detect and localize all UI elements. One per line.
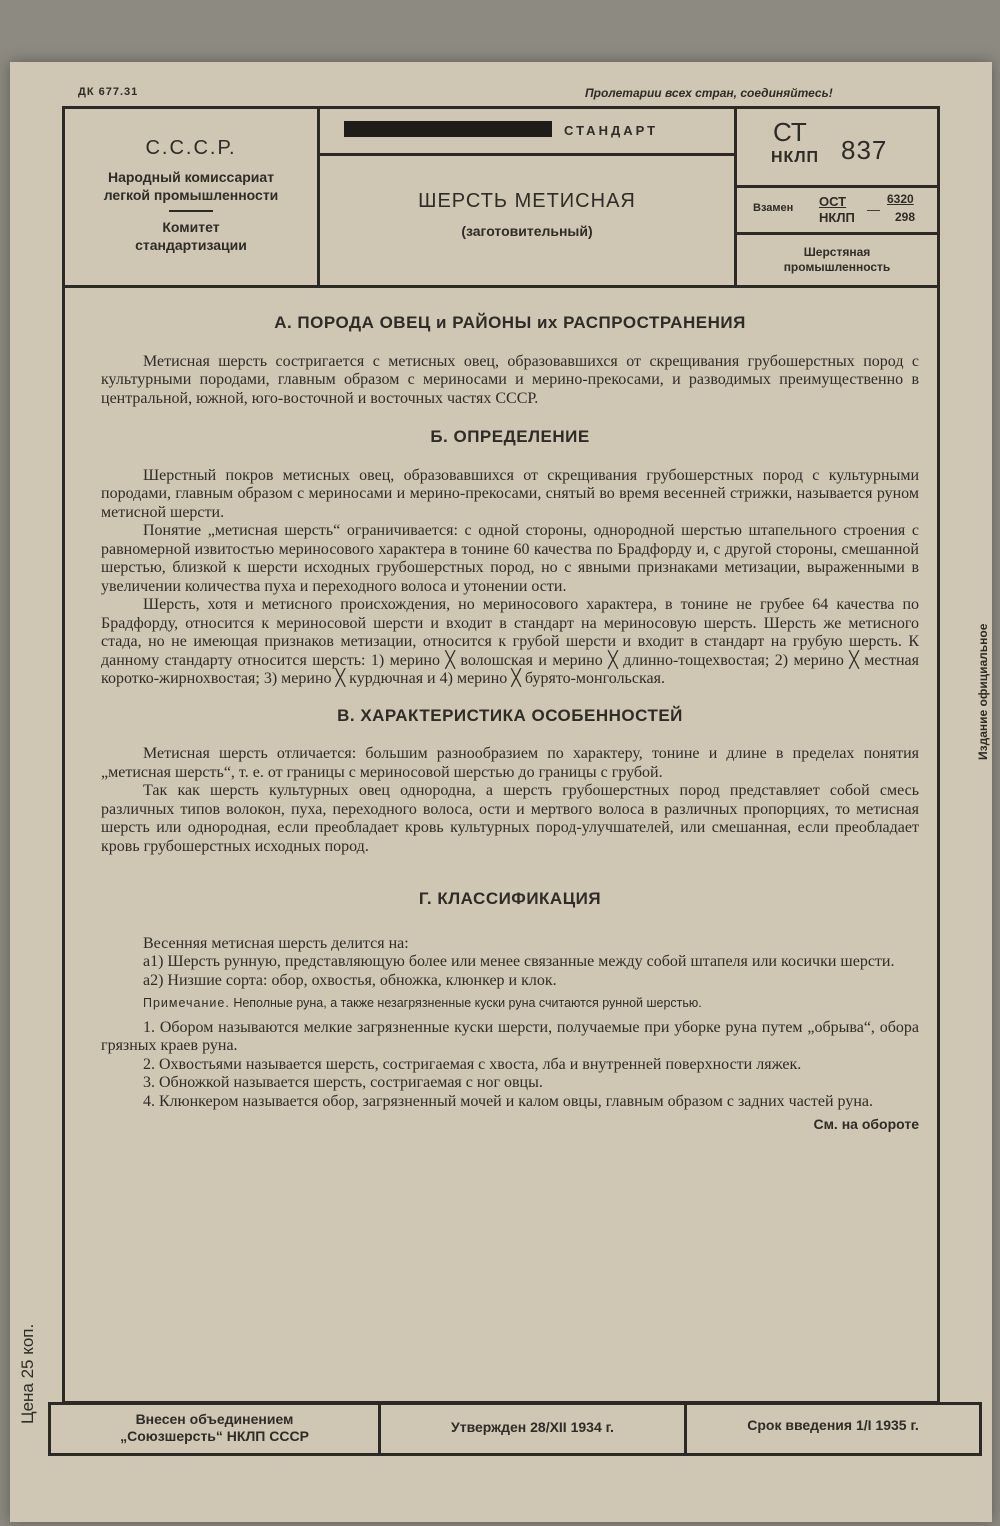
footer-approved: Утвержден 28/XII 1934 г. <box>381 1405 687 1453</box>
standard-code <box>737 109 937 188</box>
industry-line2: промышленность <box>783 260 891 274</box>
header-issuer <box>65 109 320 285</box>
redaction-bar <box>344 121 552 137</box>
section-a-title: А. ПОРОДА ОВЕЦ и РАЙОНЫ их РАСПРОСТРАНЕНИЯ <box>274 313 746 332</box>
classification-item-3: 3. Обножкой называется шерсть, состригаемая с ног овцы. <box>143 1074 543 1091</box>
footer-table <box>48 1402 982 1456</box>
divider <box>169 210 213 212</box>
document-frame <box>62 106 940 1404</box>
commissariat-line1: Народный комиссариат <box>107 169 275 185</box>
code-prefix: СТ <box>773 117 807 147</box>
committee <box>65 218 317 254</box>
code-number: 837 <box>841 135 888 165</box>
section-b-title: Б. ОПРЕДЕЛЕНИЕ <box>430 427 590 446</box>
section-v-title: В. ХАРАКТЕРИСТИКА ОСОБЕННОСТЕЙ <box>337 705 683 725</box>
document-title: ШЕРСТЬ МЕТИСНАЯ <box>418 190 636 212</box>
classification-intro: Весенняя метисная шерсть делится на: <box>143 934 409 952</box>
section-v-paragraph-2: Так как шерсть культурных овец однородна, а шерсть грубошерстных пород представляет собой смесь различных типов волокон, пуха, переходного волоса, ости и мертвого волоса в различных пропорциях, то метисная шерсть или однородная, если преобладает кровь культурных пород-улучшателей, или смешанная, если преобладает кровь грубошерстных исходных пород. <box>101 782 919 855</box>
document-body <box>101 314 919 1134</box>
standard-band <box>320 109 734 156</box>
section-b-paragraph-3: Шерсть, хотя и метисного происхождения, но мериносового характера, в тонине не грубее 64 качества по Брадфорду, относится к мериносовой шерсти и входит в стандарт на мериносовую шерсть. Шерсть же метисного стада, но не имеющая признаков метизации, относится к грубой шерсти и входит в стандарт на грубую шерсть. К данному стандарту относится шерсть: 1) мерино ╳ волошская и мерино ╳ длинно-тощехвостая; 2) мерино ╳ местная коротко-жирнохвостая; 3) мерино ╳ курдючная и 4) мерино ╳ бурято-монгольская. <box>101 596 919 687</box>
classification-code: ДК 677.31 <box>78 86 139 98</box>
replaces-num-bottom: 298 <box>895 210 916 224</box>
industry-line1: Шерстяная <box>803 245 871 259</box>
classification-a2: а2) Низшие сорта: обор, охвостья, обножка, клюнкер и клок. <box>143 971 557 989</box>
document-subtitle: (заготовительный) <box>461 223 593 239</box>
code-org: НКЛП <box>771 149 820 166</box>
committee-line1: Комитет <box>162 219 220 235</box>
submitted-line1: Внесен объединением <box>135 1411 294 1427</box>
section-a-paragraph: Метисная шерсть состригается с метисных овец, образовавшихся от скрещивания грубошерстных пород с культурными породами, главным образом с мериносами и мерино-прекосами, и разводимых преимущественно в центральной, южной, юго-восточной и восточных частях СССР. <box>101 352 919 407</box>
section-b-paragraph-1: Шерстный покров метисных овец, образовавшихся от скрещивания грубошерстных пород с культурными породами, главным образом с мериносами и мерино-прекосами, снятый во время весенней стрижки, называется руном метисной шерсти. <box>101 466 919 521</box>
header-title <box>320 109 737 285</box>
commissariat-line2: легкой промышленности <box>103 187 279 203</box>
classification-item-4: 4. Клюнкером называется обор, загрязненный мочей и калом овцы, главным образом с задних частей руна. <box>143 1092 873 1110</box>
price-label: Цена 25 коп. <box>18 1323 37 1424</box>
replaces <box>737 188 937 235</box>
standard-word: СТАНДАРТ <box>564 123 659 138</box>
classification-item-1: 1. Обором называются мелкие загрязненные куски шерсти, получаемые при уборке руна путем „обрыва“, обора грязных краев руна. <box>101 1018 919 1054</box>
section-b-paragraph-2: Понятие „метисная шерсть“ ограничивается: с одной стороны, однородной шерстью штапельного строения с равномерной извитостью мериносового характера в тонине 60 качества по Брадфорду и, с другой стороны, смешанной шерстью, близкой к шерсти исходных грубошерстных пород, но с явными признаками метизации, выраженными в увеличении количества пуха и переходного волоса и утонении ости. <box>101 522 919 595</box>
replaces-num-top: 6320 <box>887 192 914 206</box>
footer-effective: Срок введения 1/I 1935 г. <box>747 1417 919 1433</box>
official-edition-label: Издание официальное <box>976 623 990 760</box>
commissariat <box>65 168 317 204</box>
header-code <box>737 109 937 285</box>
section-g-title: Г. КЛАССИФИКАЦИЯ <box>418 889 602 908</box>
slogan: Пролетарии всех стран, соединяйтесь! <box>585 86 833 100</box>
replaces-label: Взамен <box>753 202 794 214</box>
replaces-nklp: НКЛП <box>819 210 855 225</box>
note-label: Примечание. <box>143 996 230 1010</box>
header-table <box>65 109 937 288</box>
country: С.С.С.Р. <box>145 137 237 159</box>
note-text: Неполные руна, а также незагрязненные куски руна считаются рунной шерстью. <box>233 996 702 1010</box>
section-v-paragraph-1: Метисная шерсть отличается: большим разнообразием по характеру, тонине и длине в пределах понятия „метисная шерсть“, т. е. от границы с мериносовой шерстью до границы с грубой. <box>101 745 919 781</box>
committee-line2: стандартизации <box>135 237 247 253</box>
classification-item-2: 2. Охвостьями называется шерсть, состригаемая с хвоста, лба и внутренней поверхности ляжек. <box>143 1055 802 1073</box>
submitted-line2: „Союзшерсть“ НКЛП СССР <box>120 1428 309 1444</box>
replaces-ost: ОСТ <box>819 194 847 209</box>
replaces-dash: — <box>867 202 880 217</box>
see-reverse: См. на обороте <box>813 1116 919 1132</box>
footer-submitted <box>51 1405 381 1453</box>
classification-note <box>101 994 919 1013</box>
classification-a1: а1) Шерсть рунную, представляющую более или менее связанные между собой штапеля или косички шерсти. <box>143 953 895 970</box>
industry <box>737 245 937 275</box>
